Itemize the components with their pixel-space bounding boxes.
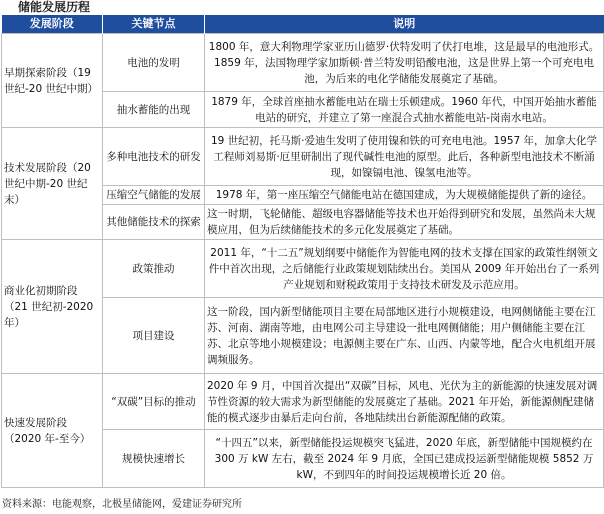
table-row [2,128,604,186]
header-row [2,15,604,34]
desc-cell: 这一时期，飞轮储能、超级电容器储能等技术也开始得到研究和发展，虽然尚未大规模应用，但为后续储能技术的多元化发展奠定了基础。 [205,205,604,240]
node-cell: 其他储能技术的探索 [103,205,205,240]
node-cell: 压缩空气储能的发展 [103,186,205,205]
table-title: 储能发展历程 [18,0,91,14]
node-cell: 抽水蓄能的出现 [103,92,205,128]
desc-cell: 1800 年，意大利物理学家亚历山德罗·伏特发明了伏打电堆，这是最早的电池形式。1859 年，法国物理学家加斯顿·普兰特发明铅酸电池，这是世界上第一个可充电电池，为后来的电化学储能发展奠定了基础。 [205,34,604,92]
stage-cell: 商业化初期阶段（21 世纪初-2020 年） [2,240,103,374]
header-stage: 发展阶段 [2,15,103,34]
desc-cell: 这一阶段，国内新型储能项目主要在局部地区进行小规模建设，电网侧储能主要在江苏、河南、湖南等地，由电网公司主导建设一批电网侧储能；用户侧储能主要在江苏、北京等地小规模建设；电源侧主要在广东、山西、内蒙等地，配合火电机组开展调频服务。 [205,298,604,374]
table-row [2,374,604,430]
desc-cell: 1879 年，全球首座抽水蓄能电站在瑞士乐顿建成。1960 年代，中国开始抽水蓄能电站的研究，并建立了第一座混合式抽水蓄能电站-岗南水电站。 [205,92,604,128]
desc-cell: 2011 年，“十二五”规划纲要中储能作为智能电网的技术支撑在国家的政策性纲领文件中首次出现，之后储能行业政策规划陆续出台。美国从 2009 年开始出台了一系列产业规划和财税政策用于支持技术研发及示范应用。 [205,240,604,298]
source-note: 资料来源：电能观察，北极星储能网，爱建证券研究所 [2,499,242,510]
table-row [2,34,604,92]
stage-cell: 快速发展阶段（2020 年-至今） [2,374,103,488]
node-cell: 规模快速增长 [103,430,205,488]
node-cell: 政策推动 [103,240,205,298]
history-table [1,15,604,488]
node-cell: 电池的发明 [103,34,205,92]
header-desc: 说明 [205,15,604,34]
desc-cell: 1978 年，第一座压缩空气储能电站在德国建成，为大规模储能提供了新的途径。 [205,186,604,205]
desc-cell: 2020 年 9 月，中国首次提出“双碳”目标，风电、光伏为主的新能源的快速发展对调节性资源的较大需求为新型储能的发展奠定了基础。2021 年开始，新能源侧配建储能的模式逐步由暴后走向台前，各地陆续出台新能源配储的政策。 [205,374,604,430]
node-cell: 多种电池技术的研发 [103,128,205,186]
node-cell: 项目建设 [103,298,205,374]
table-row [2,240,604,298]
stage-cell: 技术发展阶段（20 世纪中期-20 世纪末） [2,128,103,240]
header-node: 关键节点 [103,15,205,34]
desc-cell: “十四五”以来，新型储能投运规模突飞猛进，2020 年底，新型储能中国规模约在 300 万 kW 左右，截至 2024 年 9 月底，全国已建成投运新型储能规模 5852 万 kW，不到四年的时间投运规模增长近 20 倍。 [205,430,604,488]
node-cell: “双碳”目标的推动 [103,374,205,430]
stage-cell: 早期探索阶段（19 世纪-20 世纪中期） [2,34,103,128]
desc-cell: 19 世纪初，托马斯·爱迪生发明了使用镍和铁的可充电电池。1957 年，加拿大化学工程师刘易斯·厄里研制出了现代碱性电池的原型。此后，各种新型电池技术不断涌现，如镍镉电池、镍氢电池等。 [205,128,604,186]
